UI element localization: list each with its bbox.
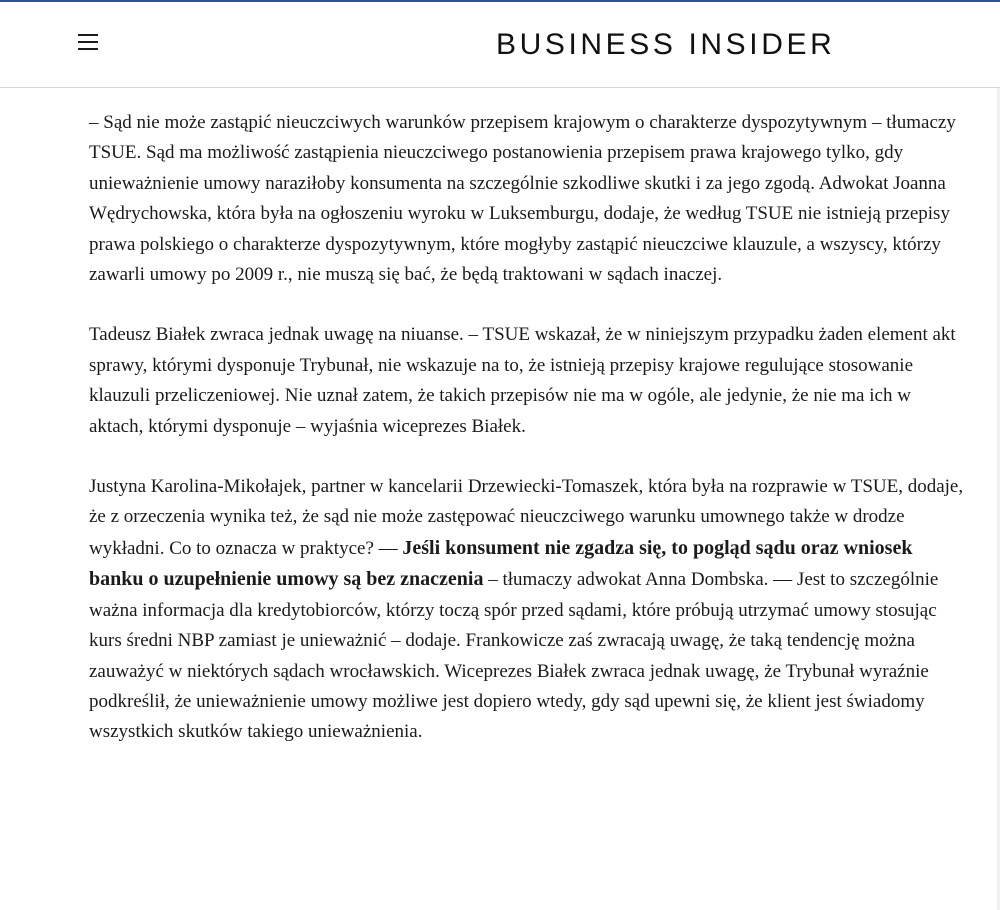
menu-line	[78, 48, 98, 50]
article-body	[89, 108, 964, 778]
paragraph-text: – tłumaczy adwokat Anna Dombska. — Jest to szczególnie ważna informacja dla kredytobiorców, którzy toczą spór przed sądami, które próbują utrzymać umowy stosując kurs średni NBP zamiast je unieważnić – dodaje. Frankowicze zaś zwracają uwagę, że taką tendencję można zauważyć w niektórych sądach wrocławskich. Wiceprezes Białek zwraca jednak uwagę, że Trybunał wyraźnie podkreślił, że unieważnienie umowy możliwe jest dopiero wtedy, gdy sąd upewni się, że klient jest świadomy wszystkich skutków takiego unieważnienia.	[89, 569, 939, 743]
bold-quote: Jeśli konsument nie zgadza się, to pogląd sądu oraz wniosek banku o uzupełnienie umowy są bez znaczenia	[89, 536, 913, 591]
brand-logo[interactable]: BUSINESS INSIDER	[496, 28, 836, 61]
article-paragraph-2: Tadeusz Białek zwraca jednak uwagę na niuanse. – TSUE wskazał, że w niniejszym przypadku żaden element akt sprawy, którymi dysponuje Trybunał, nie wskazuje na to, że istnieją przepisy krajowe regulujące stosowanie klauzuli przeliczeniowej. Nie uznał zatem, że takich przepisów nie ma w ogóle, ale jedynie, że nie ma ich w aktach, którymi dysponuje – wyjaśnia wiceprezes Białek.	[89, 324, 956, 437]
paragraph-text: Justyna Karolina-Mikołajek, partner w kancelarii Drzewiecki-Tomaszek, która była na rozprawie w TSUE, dodaje, że z orzeczenia wynika też, że sąd nie może zastępować nieuczciwego warunku umownego także w drodze wykładni. Co to oznacza w praktyce? —	[89, 476, 964, 559]
hamburger-menu-icon[interactable]	[78, 32, 100, 52]
article-paragraph-1: – Sąd nie może zastąpić nieuczciwych warunków przepisem krajowym o charakterze dyspozytywnym – tłumaczy TSUE. Sąd ma możliwość zastąpienia nieuczciwego postanowienia przepisem prawa krajowego tylko, gdy unieważnienie umowy naraziłoby konsumenta na szczególnie szkodliwe skutki i za jego zgodą. Adwokat Joanna Wędrychowska, która była na ogłoszeniu wyroku w Luksemburgu, dodaje, że według TSUE nie istnieją przepisy prawa polskiego o charakterze dyspozytywnym, które mogłyby zastąpić nieuczciwe klauzule, a wszyscy, którzy zawarli umowy po 2009 r., nie muszą się bać, że będą traktowani w sądach inaczej.	[89, 112, 956, 286]
site-header	[0, 2, 1000, 88]
article-paragraph-3	[89, 472, 964, 748]
menu-line	[78, 34, 98, 36]
menu-line	[78, 41, 98, 43]
